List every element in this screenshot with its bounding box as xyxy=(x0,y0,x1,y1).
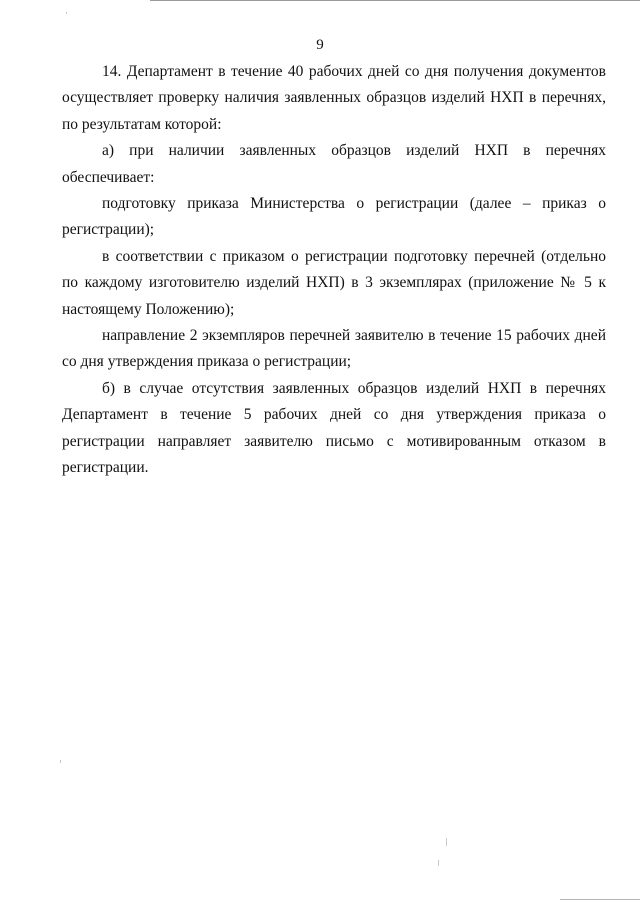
paragraph-a-prepare-order: подготовку приказа Министерства о регистрации (далее – приказ о регистрации); xyxy=(62,195,606,239)
paragraph-14: 14. Департамент в течение 40 рабочих дней со дня получения документов осуществляет проверку наличия заявленных образцов изделий НХП в перечнях, по результатам которой: xyxy=(62,63,606,133)
bottom-scan-edge xyxy=(560,899,640,900)
scan-speck xyxy=(446,838,447,846)
scan-speck xyxy=(66,12,67,14)
page-number: 9 xyxy=(316,37,324,53)
scan-speck xyxy=(438,860,439,866)
top-scan-edge xyxy=(150,0,640,1)
paragraph-a-send-copies: направление 2 экземпляров перечней заявителю в течение 15 рабочих дней со дня утверждения приказа о регистрации; xyxy=(62,327,606,371)
paragraph-a-prepare-lists: в соответствии с приказом о регистрации подготовку перечней (отдельно по каждому изготовителю изделий НХП) в 3 экземплярах (приложение № 5 к настоящему Положению); xyxy=(62,247,606,318)
paragraph-a: а) при наличии заявленных образцов изделий НХП в перечнях обеспечивает: xyxy=(62,142,606,186)
paragraph-b: б) в случае отсутствия заявленных образцов изделий НХП в перечнях Департамент в течение 5 рабочих дней со дня утверждения приказа о регистрации направляет заявителю письмо с мотивированным отказом в регистрации. xyxy=(62,379,606,477)
document-body xyxy=(62,59,606,482)
scan-speck xyxy=(60,760,61,763)
